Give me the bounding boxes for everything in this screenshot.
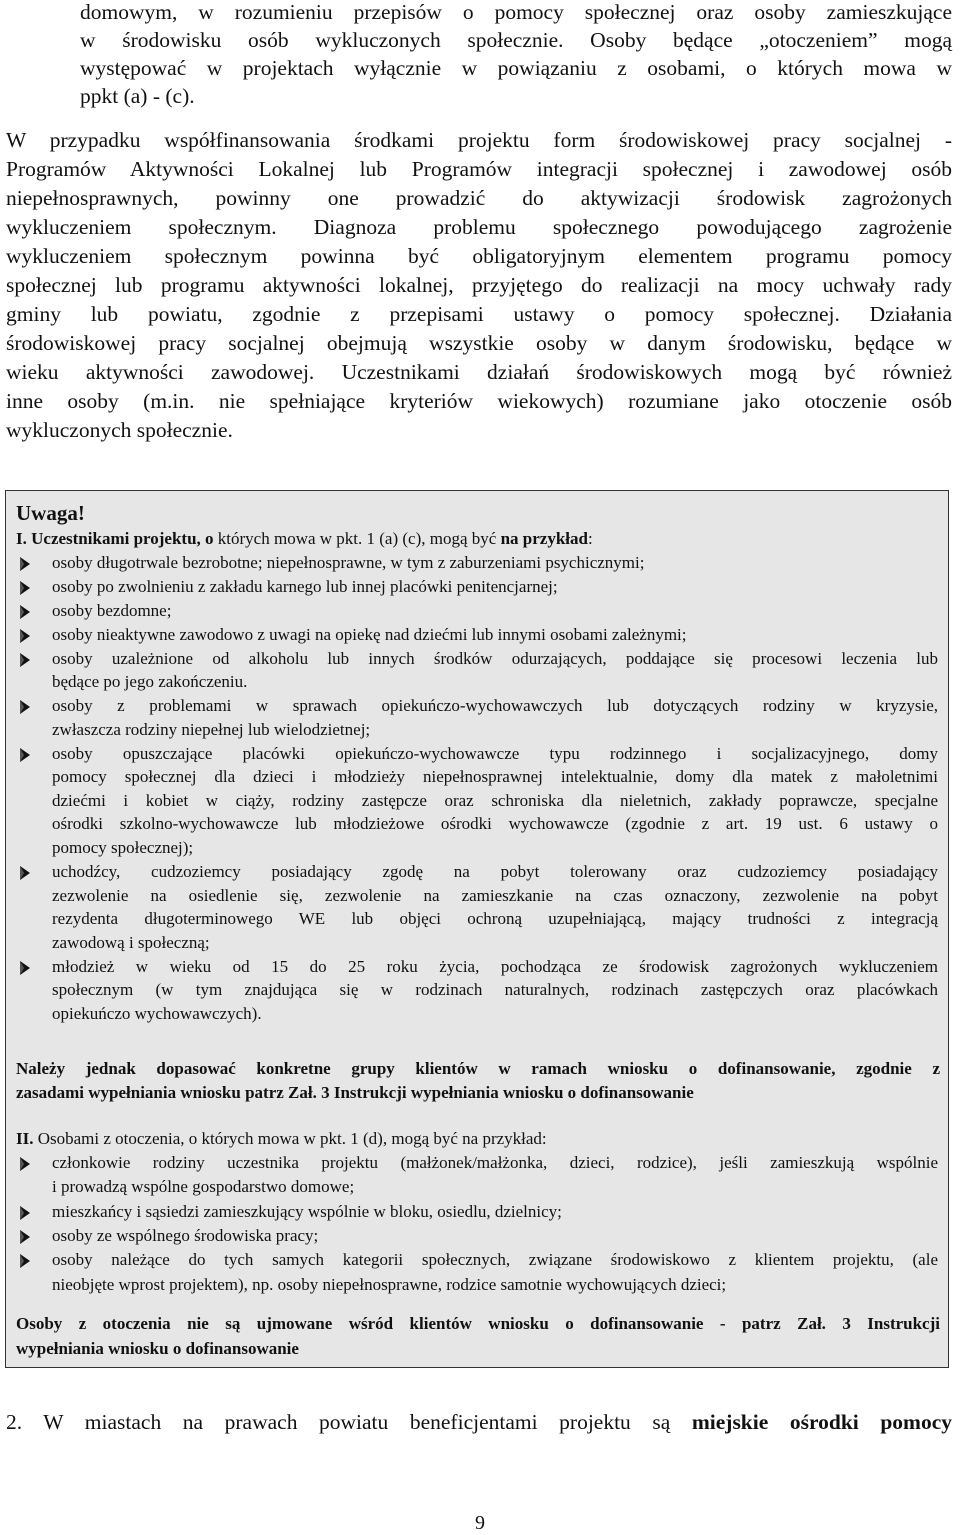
bullet-icon (18, 1204, 32, 1222)
section-2-heading (16, 1129, 940, 1149)
section-2-prefix: II. (16, 1129, 34, 1148)
bullet-icon (18, 959, 32, 977)
list-item-line: opiekuńczo wychowawczych). (52, 1003, 262, 1023)
list-item-line: pomocy społecznej dla dzieci i młodzieży niepełnosprawnej intelektualnie, domy dla matek z małoletnimi (52, 767, 938, 787)
bullet-icon (18, 746, 32, 764)
text-line: społecznej lub programu aktywności lokalnej, przyjętego do realizacji na mocy uchwały rady (6, 273, 952, 297)
list-item-line: będące po jego zakończeniu. (52, 672, 248, 692)
text-line: domowym, w rozumieniu przepisów o pomocy społecznej oraz osoby zamieszkujące (80, 0, 952, 24)
list-item-line: mieszkańcy i sąsiedzi zamieszkujący wspólnie w bloku, osiedlu, dzielnicy; (52, 1201, 562, 1221)
section-1-prefix: I. Uczestnikami projektu, o (16, 529, 214, 548)
list-item-line: i prowadzą wspólne gospodarstwo domowe; (52, 1177, 355, 1197)
point-2-text (6, 1410, 952, 1435)
bullet-icon (18, 698, 32, 716)
text-line: wykluczonych społecznie. (6, 418, 233, 442)
bullet-icon (18, 1252, 32, 1270)
section-1-bold-tail: na przykład (500, 529, 588, 548)
note-1-line: zasadami wypełniania wniosku patrz Zał. 3 Instrukcji wypełniania wniosku o dofinansowanie (16, 1083, 694, 1102)
section-1-heading (16, 529, 940, 549)
list-item-line: osoby po zwolnieniu z zakładu karnego lub innej placówki penitencjarnej; (52, 576, 558, 596)
point-2-normal: 2. W miastach na prawach powiatu beneficjentami projektu są (6, 1410, 692, 1434)
list-item-line: uchodźcy, cudzoziemcy posiadający zgodę na pobyt tolerowany oraz cudzoziemcy posiadający (52, 861, 938, 881)
section-1-colon: : (587, 529, 593, 548)
text-line: wykluczeniem społecznym. Diagnoza problemu społecznego powodującego zagrożenie (6, 215, 952, 239)
list-item-line: nieobjęte wprost projektem), np. osoby niepełnosprawne, rodzice samotnie wychowujących dzieci; (52, 1274, 727, 1294)
list-item-line: osoby ze wspólnego środowiska pracy; (52, 1225, 319, 1245)
text-line: W przypadku współfinansowania środkami projektu form środowiskowej pracy socjalnej - (6, 128, 952, 152)
bullet-icon (18, 1155, 32, 1173)
text-line: ppkt (a) - (c). (80, 84, 195, 108)
list-item-line: zawodową i społeczną; (52, 932, 210, 952)
text-line: środowiskowej pracy socjalnej obejmują wszystkie osoby w danym środowisku, będące w (6, 331, 952, 355)
section-2-text: Osobami z otoczenia, o których mowa w pkt. 1 (d), mogą być na przykład: (33, 1129, 547, 1148)
list-item-line: osoby bezdomne; (52, 600, 172, 620)
point-2-bold: miejskie ośrodki pomocy (691, 1410, 952, 1434)
text-line: wieku aktywności zawodowej. Uczestnikami działań środowiskowych mogą być również (6, 360, 952, 384)
list-item-line: osoby opuszczające placówki opiekuńczo-wychowawcze typu rodzinnego i socjalizacyjnego, domy (52, 743, 938, 763)
note-title: Uwaga! (16, 501, 85, 525)
list-item-line: pomocy społecznej); (52, 838, 194, 857)
bullet-icon (18, 555, 32, 573)
text-line: Programów Aktywności Lokalnej lub Programów integracji społecznej i zawodowej osób (6, 157, 952, 181)
bullet-icon (18, 651, 32, 669)
list-item-line: zwłaszcza rodziny niepełnej lub wielodzietnej; (52, 719, 371, 739)
note-2-line: Osoby z otoczenia nie są ujmowane wśród klientów wniosku o dofinansowanie - patrz Zał. 3 Instrukcji (16, 1314, 940, 1333)
note-2-line: wypełniania wniosku o dofinansowanie (16, 1339, 299, 1358)
list-item-line: osoby uzależnione od alkoholu lub innych środków odurzających, poddające się procesowi leczenia lub (52, 648, 938, 668)
list-item-line: rezydenta długoterminowego WE lub objęci ochroną uzupełniającą, mający trudności z integracją (52, 909, 938, 929)
text-line: wykluczeniem społecznym powinna być obligatoryjnym elementem programu pomocy (6, 244, 952, 268)
text-line: w środowisku osób wykluczonych społecznie. Osoby będące „otoczeniem” mogą (80, 28, 952, 52)
list-item-line: osoby długotrwale bezrobotne; niepełnosprawne, w tym z zaburzeniami psychicznymi; (52, 553, 645, 572)
bullet-icon (18, 864, 32, 882)
note-1-line: Należy jednak dopasować konkretne grupy klientów w ramach wniosku o dofinansowanie, zgodnie z (16, 1059, 940, 1078)
list-item-line: dziećmi i kobiet w ciąży, rodziny zastępcze oraz schroniska dla nieletnich, zakłady poprawcze, specjalne (52, 790, 938, 810)
text-line: inne osoby (m.in. nie spełniające kryteriów wiekowych) rozumiane jako otoczenie osób (6, 389, 952, 413)
bullet-icon (18, 579, 32, 597)
list-item-line: ośrodki szkolno-wychowawcze lub młodzieżowe ośrodki wychowawcze (zgodnie z art. 19 ust. 6 ustawy o (52, 814, 938, 834)
list-item-line: społecznym (w tym znajdująca się w rodzinach naturalnych, rodzinach zastępczych oraz placówkach (52, 980, 938, 1000)
note-box (5, 490, 949, 1368)
text-line: gminy lub powiatu, zgodnie z przepisami ustawy o pomocy społecznej. Działania (6, 302, 952, 326)
list-item-line: zezwolenie na osiedlenie się, zezwolenie na zamieszkanie na czas oznaczony, zezwolenie na pobyt (52, 885, 938, 905)
section-1-middle: których mowa w pkt. 1 (a) (c), mogą być (213, 529, 501, 548)
bullet-icon (18, 627, 32, 645)
bullet-icon (18, 603, 32, 621)
bullet-icon (18, 1228, 32, 1246)
list-item-line: młodzież w wieku od 15 do 25 roku życia, pochodząca ze środowisk zagrożonych wykluczeniem (52, 956, 938, 976)
page-number: 9 (475, 1512, 485, 1534)
text-line: niepełnosprawnych, powinny one prowadzić do aktywizacji środowisk zagrożonych (6, 186, 952, 210)
list-item-line: osoby nieaktywne zawodowo z uwagi na opiekę nad dziećmi lub innymi osobami zależnymi; (52, 624, 687, 644)
list-item-line: osoby należące do tych samych kategorii społecznych, związane środowiskowo z klientem projektu, (ale (52, 1250, 938, 1270)
list-item-line: członkowie rodziny uczestnika projektu (małżonek/małżonka, dzieci, rodzice), jeśli zamieszkują wspólnie (52, 1153, 938, 1172)
text-line: występować w projektach wyłącznie w powiązaniu z osobami, o których mowa w (80, 56, 952, 80)
list-item-line: osoby z problemami w sprawach opiekuńczo-wychowawczych lub dotyczących rodziny w kryzysie, (52, 696, 938, 716)
